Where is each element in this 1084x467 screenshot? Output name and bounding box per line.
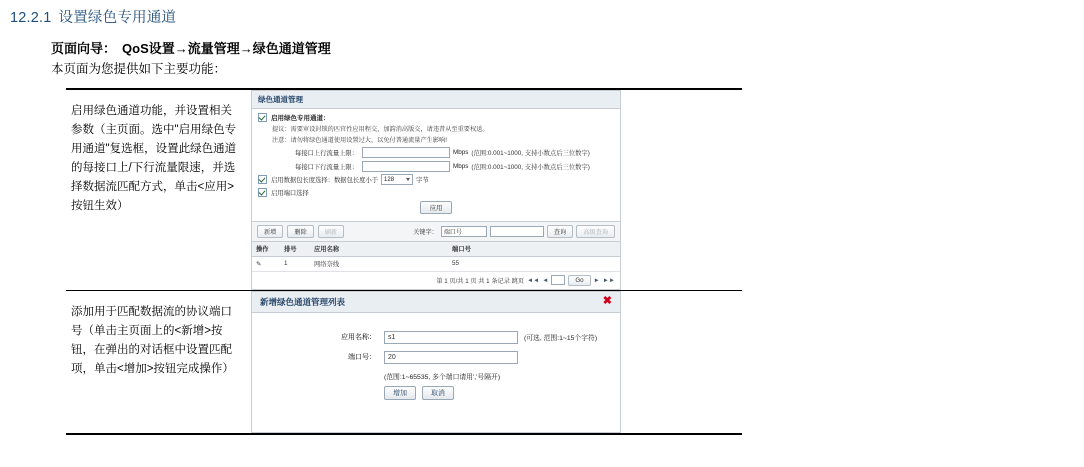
dialog-spacer [260,400,612,422]
last-page-button[interactable]: ►► [602,276,615,284]
page-title [10,6,176,27]
enable-section-label [258,113,614,122]
cell-app-name: 网络奈线 [310,256,448,271]
apply-button-wrap [258,201,614,214]
packet-length-select[interactable] [381,174,413,185]
app-name-label: 应用名称： [341,334,376,342]
search-button[interactable]: 查询 [547,225,573,238]
app-name-row [260,331,612,344]
feature-table [66,88,742,435]
row-description: 启用绿色通道功能，并设置相关参数（主页面。选中"启用绿色专用通道"复选框，设置此绿色通道的每接口上/下行流量限速，并选择数据流匹配方式，单击<应用>按钮生效） [71,105,237,212]
cancel-button[interactable]: 取消 [422,386,454,400]
port-number-label: 端口号： [348,354,376,362]
dialog-title-bar [252,292,620,313]
cell-index: 1 [280,256,310,271]
table-bottom-rule [66,433,742,435]
refresh-button[interactable]: 刷新 [318,225,344,238]
app-name-input[interactable]: s1 [384,331,518,344]
header-port: 端口号 [448,241,620,256]
panel-note-2: 注意：请勿将绿色通道使用设置过大，以免付普通流量产生影响! [272,136,447,144]
table-header-row [252,241,620,256]
downlink-limit-label: 每接口下行流量上限： [295,163,358,171]
first-page-button[interactable]: ◄◄ [526,276,540,284]
keyword-select[interactable] [441,226,487,237]
new-button[interactable]: 新增 [257,225,283,238]
prev-page-button[interactable]: ◄ [542,276,549,284]
enable-green-channel-label: 启用绿色专用通道： [271,115,330,122]
keyword-label: 关键字： [413,228,438,236]
panel-note-1: 提议：需要审设封锁的匹官性应用程交，加韵消高版交，请违昔从至重要权送。 [272,125,489,133]
intro-text: 本页面为您提供如下主要功能： [51,62,227,76]
dialog-body [252,313,620,432]
panel-body [252,109,620,221]
section-number: 12.2.1 [10,10,52,26]
header-app-name: 应用名称 [310,241,448,256]
uplink-limit-label: 每接口上行流量上限： [295,150,358,158]
add-green-channel-dialog [251,291,621,433]
page-navigation [51,38,331,57]
cell-port: 55 [448,256,620,271]
port-range-note: (范围:1~65535, 多个端口请用','号隔开) [384,373,501,381]
row-description: 添加用于匹配数据流的协议端口号（单击主页面上的<新增>按钮，在弹出的对话框中设置匹配项，单击<增加>按钮完成操作） [71,305,234,375]
table-row[interactable] [252,256,620,271]
enable-green-channel-checkbox[interactable] [258,113,267,122]
downlink-limit-input[interactable] [362,161,450,172]
dialog-buttons [384,386,612,400]
row-screenshot [251,291,742,433]
port-number-input[interactable]: 20 [384,351,518,364]
panel-title: 绿色通道管理 [252,91,620,109]
edit-icon[interactable]: ✎ [252,256,280,271]
keyword-select-value: 端口号 [443,229,462,236]
downlink-limit-unit: Mbps [453,162,469,170]
table-row [66,291,742,433]
header-index: 排号 [280,241,310,256]
row-screenshot [251,90,742,290]
port-select-checkbox[interactable] [258,188,267,197]
pagination-text: 第 1 页/共 1 页 共 1 条记录 跳页 [436,277,524,285]
grid-toolbar [252,221,620,241]
chevron-down-icon [406,178,410,181]
search-input[interactable] [490,226,544,237]
header-operation: 操作 [252,241,280,256]
pagination [252,272,620,289]
uplink-limit-range: (范围:0.001~1000, 支持小数点后三位数字) [471,150,590,158]
port-select-row [258,188,614,197]
downlink-limit-row [272,161,614,172]
advanced-search-button[interactable]: 高级查询 [576,225,615,238]
uplink-limit-unit: Mbps [453,149,469,157]
toolbar-search-area [413,225,615,238]
uplink-limit-input[interactable] [362,147,450,158]
packet-length-label: 启用数据包长度选择：数据包长度小于 [271,177,379,185]
section-title-text: 设置绿色专用通道 [58,10,177,26]
green-channel-table [252,241,620,272]
go-button[interactable]: Go [568,275,590,286]
packet-length-row [258,174,614,185]
close-icon[interactable]: ✖ [602,295,612,308]
delete-button[interactable]: 删除 [287,225,313,238]
table-row [66,90,742,290]
dialog-title: 新增绿色通道管理列表 [260,296,346,307]
packet-length-value: 128 [384,176,395,183]
port-select-label: 启用端口选择 [271,189,309,197]
heading-divider [0,27,1084,28]
downlink-limit-range: (范围:0.001~1000, 支持小数点后三位数字) [471,163,590,171]
page-input[interactable] [551,275,565,285]
packet-length-suffix: 字节 [416,177,429,185]
app-name-hint: (可选, 范围:1~15个字符) [524,335,598,343]
apply-button[interactable]: 应用 [420,201,453,214]
green-channel-panel [251,90,621,290]
uplink-limit-row [272,147,614,158]
port-number-row [260,351,612,364]
add-button[interactable]: 增加 [384,386,416,400]
packet-length-checkbox[interactable] [258,175,267,184]
navigation-label: 页面向导： [51,41,117,56]
next-page-button[interactable]: ► [593,276,600,284]
navigation-path: QoS设置→流量管理→绿色通道管理 [122,41,331,56]
